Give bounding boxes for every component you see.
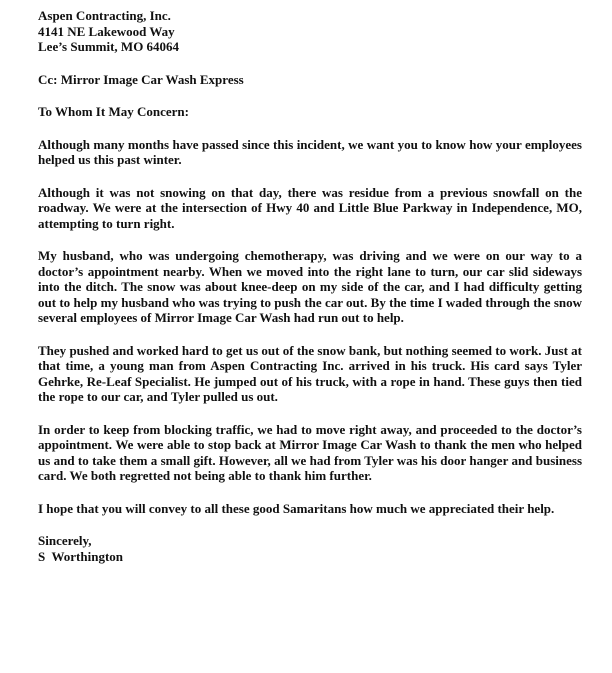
body-paragraph-1: Although many months have passed since this incident, we want you to know how your employees helped us this past winter. (38, 136, 582, 167)
salutation: To Whom It May Concern: (38, 104, 189, 119)
cc-line: Cc: Mirror Image Car Wash Express (38, 71, 244, 87)
sender-address (38, 8, 582, 55)
body-paragraph-2: Although it was not snowing on that day, there was residue from a previous snowfall on the roadway. We were at the intersection of Hwy 40 and Little Blue Parkway in Independence, MO, attempting to turn right. (38, 184, 582, 231)
sender-name: Aspen Contracting, Inc. (38, 8, 171, 23)
body-paragraph-4: They pushed and worked hard to get us out of the snow bank, but nothing seemed to work. Just at that time, a young man from Aspen Contracting Inc. arrived in his truck. His card says Tyler Gehrke, Re-Leaf Specialist. He jumped out of his truck, with a rope in hand. These guys then tied the rope to our car, and Tyler pulled us out. (38, 342, 582, 404)
body-paragraph-5: In order to keep from blocking traffic, we had to move right away, and proceeded to the doctor’s appointment. We were able to stop back at Mirror Image Car Wash to thank the men who helped us and to take them a small gift. However, all we had from Tyler was his door hanger and business card. We both regretted not being able to thank him further. (38, 421, 582, 483)
signature: S Worthington (38, 548, 124, 564)
sender-street: 4141 NE Lakewood Way (38, 23, 175, 39)
letter-page (38, 8, 582, 564)
body-paragraph-3: My husband, who was undergoing chemotherapy, was driving and we were on our way to a doctor’s appointment nearby. When we moved into the right lane to turn, our car slid sideways into the ditch. The snow was about knee-deep on my side of the car, and I had difficulty getting out to help my husband who was trying to push the car out. By the time I waded through the snow several employees of Mirror Image Car Wash had run out to help. (38, 248, 582, 325)
closing-block (38, 533, 582, 564)
body-paragraph-6: I hope that you will convey to all these good Samaritans how much we appreciated their help. (38, 500, 555, 516)
closing: Sincerely, (38, 533, 92, 548)
sender-city: Lee’s Summit, MO 64064 (38, 39, 180, 54)
